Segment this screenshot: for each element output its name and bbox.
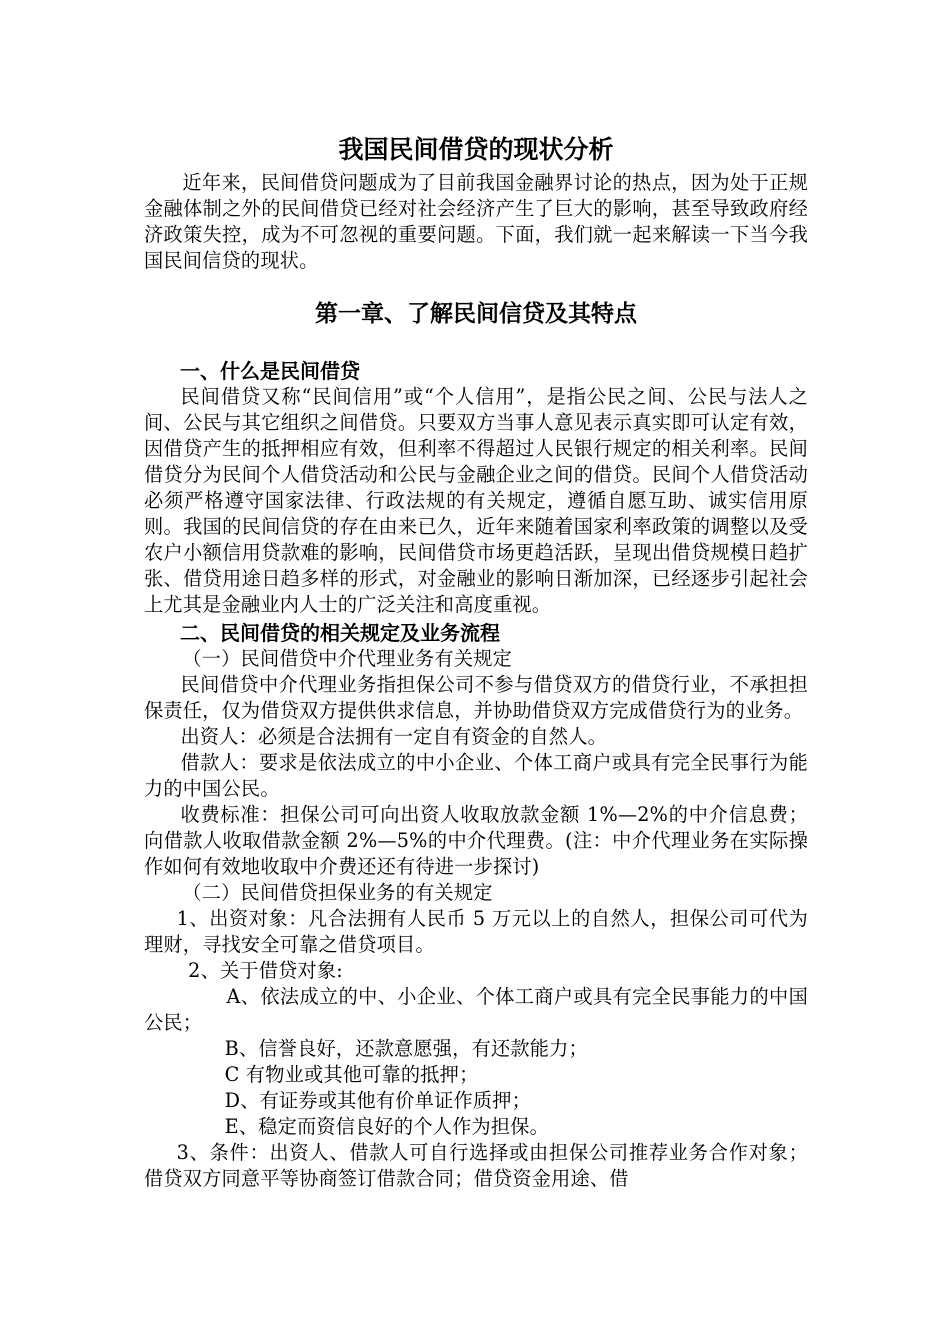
item-2-a: A、依法成立的中、小企业、个体工商户或具有完全民事能力的中国公民； [144, 985, 808, 1034]
document-body [144, 130, 808, 1192]
item-2-e: E、稳定而资信良好的个人作为担保。 [224, 1115, 550, 1138]
item-2-d: D、有证券或其他有价单证作质押； [224, 1089, 532, 1112]
borrower-paragraph: 借款人：要求是依法成立的中小企业、个体工商户或具有完全民事行为能力的中国公民。 [144, 751, 808, 800]
section-heading-2: 二、民间借贷的相关规定及业务流程 [180, 621, 500, 645]
section-1-paragraph: 民间借贷又称“民间信用”或“个人信用”，是指公民之间、公民与法人之间、公民与其它组织之间借贷。只要双方当事人意见表示真实即可认定有效，因借贷产生的抵押相应有效，但利率不得超过人民银行规定的相关利率。民间借贷分为民间个人借贷活动和公民与金融企业之间的借贷。民间个人借贷活动必须严格遵守国家法律、行政法规的有关规定，遵循自愿互助、诚实信用原则。我国的民间信贷的存在由来已久，近年来随着国家利率政策的调整以及受农户小额信用贷款难的影响，民间借贷市场更趋活跃，呈现出借贷规模日趋扩张、借贷用途日趋多样的形式，对金融业的影响日渐加深，已经逐步引起社会上尤其是金融业内人士的广泛关注和高度重视。 [144, 385, 808, 616]
fees-paragraph: 收费标准：担保公司可向出资人收取放款金额 1%—2%的中介信息费；向借款人收取借款金额 2%—5%的中介代理费。(注：中介代理业务在实际操作如何有效地收取中介费还还有待进一步探讨) [144, 803, 808, 878]
item-2-b: B、信誉良好，还款意愿强，有还款能力； [224, 1037, 588, 1060]
subsection-heading-2: （二）民间借贷担保业务的有关规定 [182, 881, 493, 904]
item-2-c: C 有物业或其他可靠的抵押； [224, 1063, 479, 1086]
investor-paragraph: 出资人：必须是合法拥有一定自有资金的自然人。 [180, 725, 607, 748]
intro-paragraph: 近年来，民间借贷问题成为了目前我国金融界讨论的热点，因为处于正规金融体制之外的民间借贷已经对社会经济产生了巨大的影响，甚至导致政府经济政策失控，成为不可忽视的重要问题。下面，我们就一起来解读一下当今我国民间信贷的现状。 [144, 171, 808, 272]
subsection-heading-1: （一）民间借贷中介代理业务有关规定 [182, 647, 512, 670]
item-3-paragraph: 3、条件：出资人、借款人可自行选择或由担保公司推荐业务合作对象；借贷双方同意平等协商签订借款合同；借贷资金用途、借 [144, 1141, 808, 1190]
section-heading-1: 一、什么是民间借贷 [180, 359, 360, 383]
chapter-title: 第一章、了解民间信贷及其特点 [315, 301, 637, 327]
subsection-1-paragraph: 民间借贷中介代理业务指担保公司不参与借贷双方的借贷行业，不承担担保责任，仅为借贷双方提供供求信息，并协助借贷双方完成借贷行为的业务。 [144, 673, 808, 722]
item-2-heading: 2、关于借贷对象: [188, 959, 343, 982]
item-1-paragraph: 1、出资对象：凡合法拥有人民币 5 万元以上的自然人，担保公司可代为理财，寻找安全可靠之借贷项目。 [144, 907, 808, 956]
document-title: 我国民间借贷的现状分析 [338, 135, 614, 164]
